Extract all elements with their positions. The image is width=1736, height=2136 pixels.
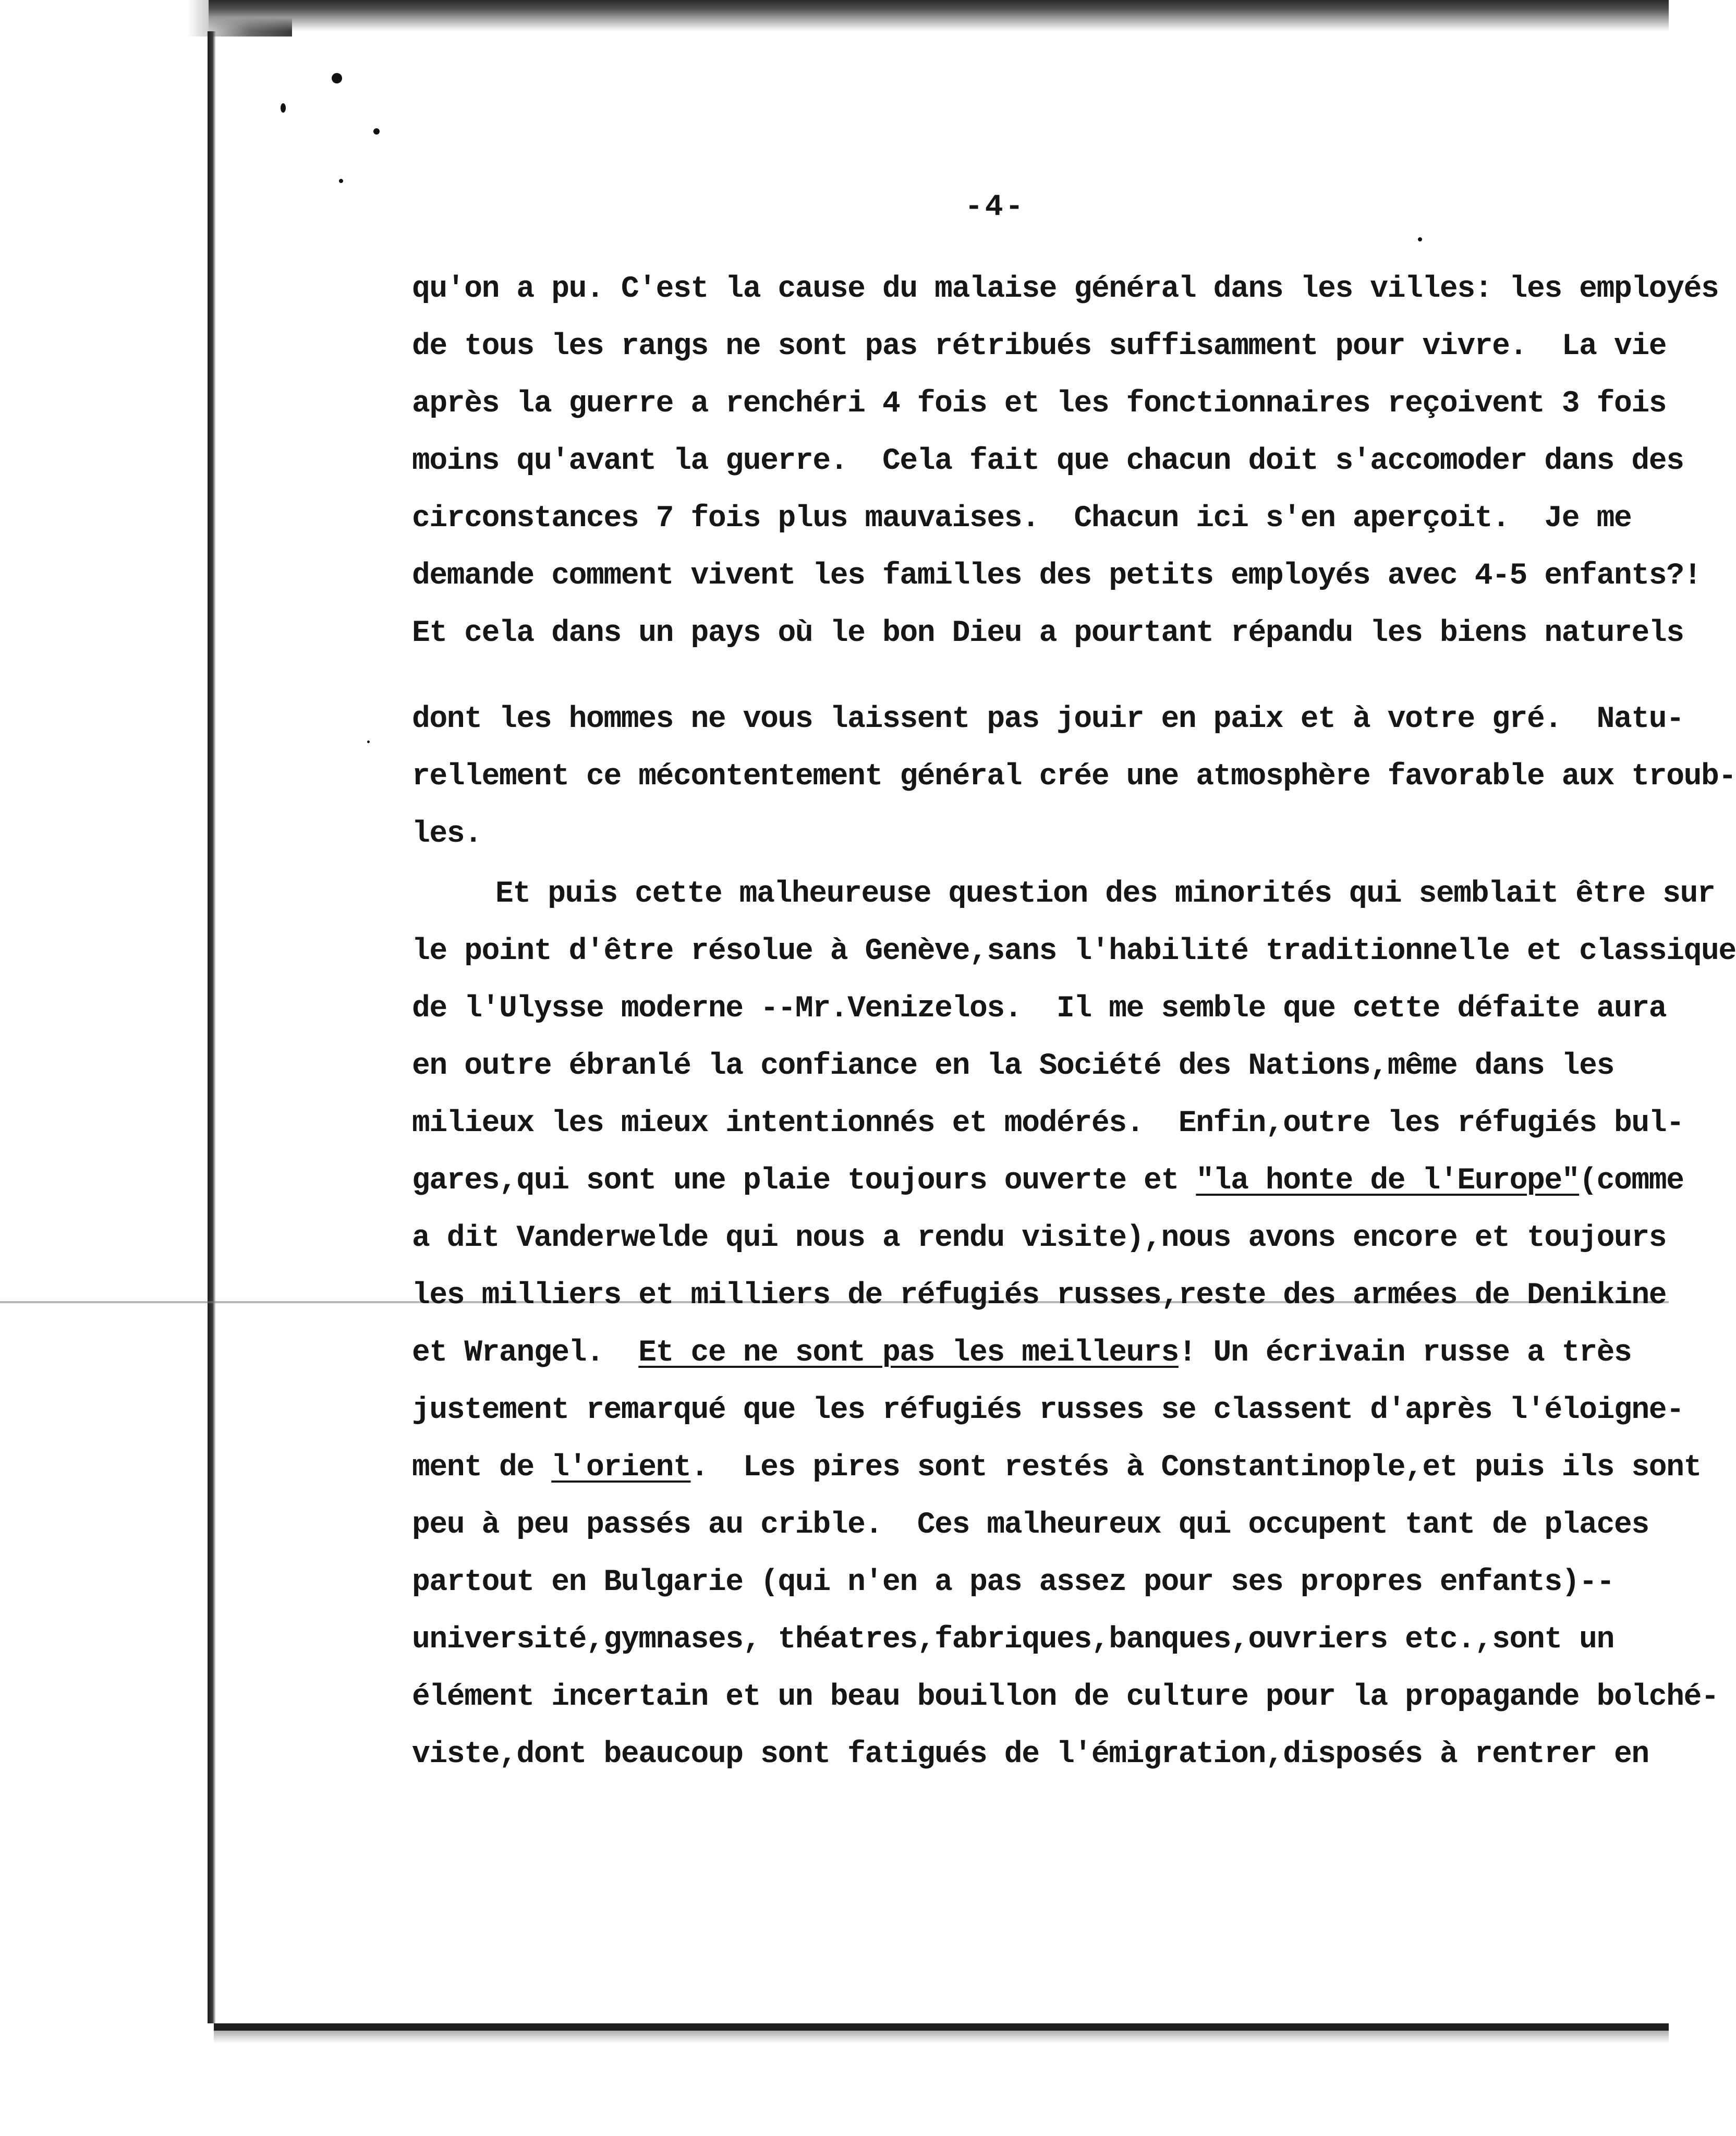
speck [373, 128, 380, 135]
scan-edge-bottom [214, 2023, 1669, 2031]
text-line: les milliers et milliers de réfugiés russes,reste des armées de Denikine [412, 1279, 1667, 1313]
text-line: de tous les rangs ne sont pas rétribués suffisamment pour vivre. La vie [412, 330, 1667, 363]
underlined-phrase: Et ce ne sont pas les meilleurs [638, 1336, 1179, 1370]
text-line: partout en Bulgarie (qui n'en a pas assez pour ses propres enfants)-- [412, 1565, 1614, 1599]
page-number: -4- [965, 190, 1026, 224]
text-line: Et puis cette malheureuse question des minorités qui semblait être sur [495, 877, 1715, 911]
text-line: moins qu'avant la guerre. Cela fait que chacun doit s'accomoder dans des [412, 444, 1684, 478]
scan-edge-bottom-haze [214, 2031, 1669, 2043]
speck [367, 741, 370, 743]
text-run: (comme [1579, 1164, 1684, 1198]
text-run: . Les pires sont restés à Constantinople,et puis ils sont [690, 1451, 1702, 1485]
text-line: rellement ce mécontentement général crée une atmosphère favorable aux troub- [412, 760, 1736, 794]
speck [1418, 237, 1422, 241]
text-line: le point d'être résolue à Genève,sans l'habilité traditionnelle et classique [412, 934, 1736, 968]
scan-edge-top [209, 0, 1669, 31]
text-line: université,gymnases, théatres,fabriques,banques,ouvriers etc.,sont un [412, 1623, 1614, 1657]
speck [339, 179, 343, 183]
text-line: dont les hommes ne vous laissent pas jouir en paix et à votre gré. Natu- [412, 702, 1684, 736]
text-line: en outre ébranlé la confiance en la Société des Nations,même dans les [412, 1049, 1614, 1083]
text-line: milieux les mieux intentionnés et modérés. Enfin,outre les réfugiés bul- [412, 1107, 1684, 1140]
text-line: après la guerre a renchéri 4 fois et les fonctionnaires reçoivent 3 fois [412, 387, 1667, 421]
text-run: et Wrangel. [412, 1336, 639, 1370]
scan-edge-left [208, 31, 216, 2023]
text-line: viste,dont beaucoup sont fatigués de l'émigration,disposés à rentrer en [412, 1738, 1649, 1771]
text-line [412, 1163, 1684, 1199]
underlined-phrase: l'orient [551, 1451, 691, 1485]
text-run: gares,qui sont une plaie toujours ouverte et [412, 1164, 1196, 1198]
text-line: élément incertain et un beau bouillon de culture pour la propagande bolché- [412, 1680, 1719, 1714]
text-line: a dit Vanderwelde qui nous a rendu visite),nous avons encore et toujours [412, 1221, 1667, 1255]
text-run: ! Un écrivain russe a très [1178, 1336, 1632, 1370]
text-line [412, 1450, 1701, 1486]
text-line: les. [412, 817, 482, 851]
text-line: justement remarqué que les réfugiés russes se classent d'après l'éloigne- [412, 1393, 1684, 1427]
text-line [412, 1335, 1631, 1372]
text-line: circonstances 7 fois plus mauvaises. Chacun ici s'en aperçoit. Je me [412, 502, 1632, 536]
underlined-phrase: "la honte de l'Europe" [1196, 1164, 1580, 1198]
text-line: peu à peu passés au crible. Ces malheureux qui occupent tant de places [412, 1508, 1649, 1542]
text-line: de l'Ulysse moderne --Mr.Venizelos. Il me semble que cette défaite aura [412, 992, 1667, 1026]
text-line: Et cela dans un pays où le bon Dieu a pourtant répandu les biens naturels [412, 616, 1684, 650]
speck [332, 73, 342, 83]
speck [281, 103, 286, 113]
text-run: ment de [412, 1451, 552, 1485]
text-line: qu'on a pu. C'est la cause du malaise général dans les villes: les employés [412, 272, 1719, 306]
text-line: demande comment vivent les familles des petits employés avec 4-5 enfants?! [412, 559, 1702, 593]
